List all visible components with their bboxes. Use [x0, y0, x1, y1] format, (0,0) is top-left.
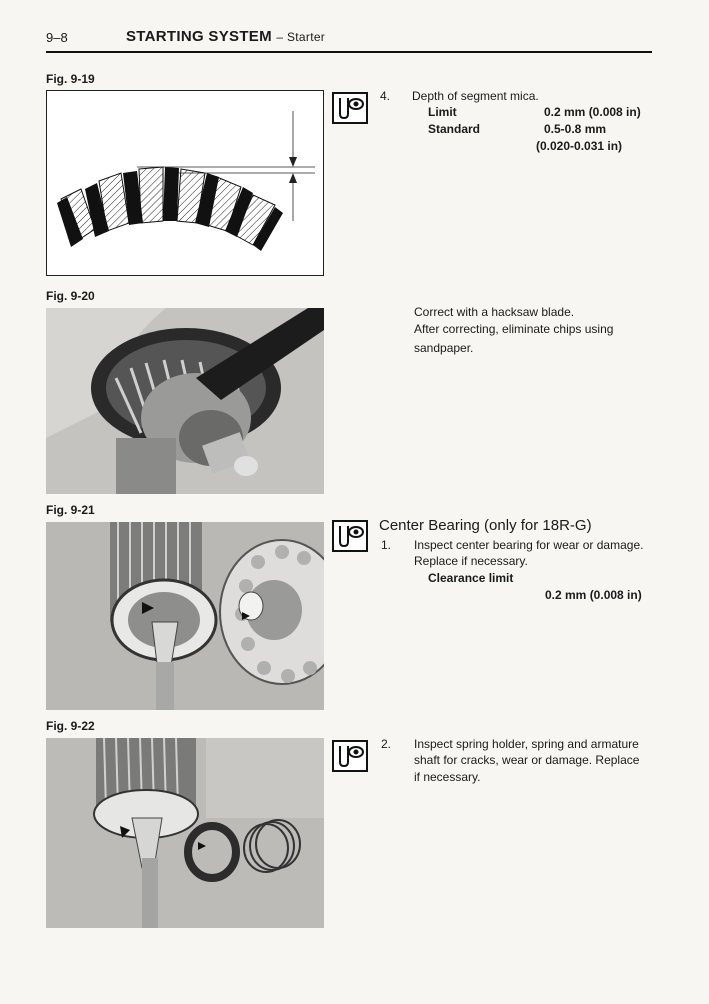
- commutator-segment-illustration: [47, 91, 323, 275]
- spring-holder-photo: [46, 738, 324, 928]
- center-bearing-photo: [46, 522, 324, 710]
- fig-9-22-label: Fig. 9-22: [46, 719, 95, 733]
- step-2-number: 2.: [381, 737, 392, 751]
- center-bearing-title: Center Bearing (only for 18R-G): [379, 517, 592, 534]
- fig-9-19-label: Fig. 9-19: [46, 72, 95, 86]
- correction-line-2: After correcting, eliminate chips using: [414, 322, 614, 336]
- standard-value-in: (0.020-0.031 in): [536, 139, 623, 153]
- armature-hacksaw-image: [46, 308, 324, 494]
- section-subtitle: – Starter: [276, 30, 326, 44]
- spring-holder-image: [46, 738, 324, 928]
- step-4-text: Depth of segment mica.: [412, 89, 539, 103]
- limit-label: Limit: [428, 105, 457, 119]
- gauge-eye-icon: [334, 742, 366, 770]
- step-1-line-1: Inspect center bearing for wear or damage.: [414, 538, 644, 552]
- limit-value: 0.2 mm (0.008 in): [544, 105, 641, 119]
- fig-9-20-label: Fig. 9-20: [46, 289, 95, 303]
- header-rule: [46, 51, 652, 53]
- standard-value: 0.5-0.8 mm: [544, 122, 607, 136]
- page-title: [126, 28, 325, 45]
- step-4-number: 4.: [380, 89, 391, 103]
- gauge-eye-icon: [334, 522, 366, 550]
- clearance-limit-value: 0.2 mm (0.008 in): [545, 588, 642, 602]
- commutator-mica-diagram: [46, 90, 324, 276]
- center-bearing-image: [46, 522, 324, 710]
- inspect-eye-icon: [332, 92, 368, 124]
- correction-line-1: Correct with a hacksaw blade.: [414, 305, 575, 319]
- clearance-limit-label: Clearance limit: [428, 571, 514, 585]
- page-number: 9–8: [46, 30, 68, 45]
- section-title: STARTING SYSTEM: [126, 28, 272, 45]
- inspect-eye-icon-3: [332, 740, 368, 772]
- standard-label: Standard: [428, 122, 481, 136]
- step-2-line-3: if necessary.: [414, 770, 481, 784]
- step-1-line-2: Replace if necessary.: [414, 554, 528, 568]
- step-1-number: 1.: [381, 538, 392, 552]
- gauge-eye-icon: [334, 94, 366, 122]
- inspect-eye-icon-2: [332, 520, 368, 552]
- step-2-line-1: Inspect spring holder, spring and armature: [414, 737, 639, 751]
- step-2-line-2: shaft for cracks, wear or damage. Replace: [414, 753, 640, 767]
- fig-9-21-label: Fig. 9-21: [46, 503, 95, 517]
- correction-line-3: sandpaper.: [414, 341, 474, 355]
- hacksaw-photo: [46, 308, 324, 494]
